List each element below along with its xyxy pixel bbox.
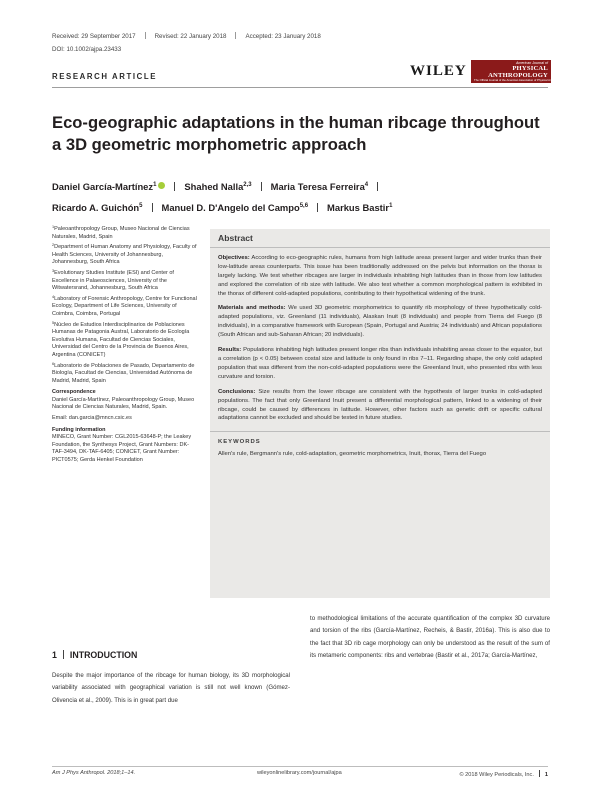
divider bbox=[63, 650, 64, 659]
doi[interactable]: DOI: 10.1002/ajpa.23433 bbox=[52, 46, 122, 53]
section-heading-introduction: 1 INTRODUCTION bbox=[52, 650, 138, 660]
footer-citation: Am J Phys Anthropol. 2018;1–14. bbox=[52, 770, 136, 776]
side-column bbox=[52, 226, 200, 468]
abstract-results: Results: Populations inhabiting high latitudes present longer ribs than individuals inhabiting areas closer to the equator, but a correlation (p < 0.05) between costal size and latitude is only found in ribs 7–11. Regarding shape, the only cold adapted population that was different from the non-cold-adapted populations were the Greenland Inuit, who presented ribs with less curvature and torsion. bbox=[218, 347, 542, 380]
abstract-methods: Materials and methods: We used 3D geometric morphometrics to quantify rib morphology of three hypothetically cold-adapted populations, viz. Greenland (11 individuals), Alaskan Inuit (8 individuals) and people from Tierra del Fuego (8 individuals), in a comparative framework with European (Spain, Portugal and Austria; 24 individuals) and African populations (South African and sub-Saharan African; 20 individuals). bbox=[218, 305, 542, 339]
footer-url[interactable]: wileyonlinelibrary.com/journal/ajpa bbox=[257, 770, 342, 776]
article-dates bbox=[52, 32, 552, 40]
abstract-box bbox=[210, 229, 550, 598]
affiliation: $^5$Núcleo de Estudios Interdisciplinarios de Poblaciones Humanas de Patagonia Austral, Laboratorio de Ecología Evolutiva Humana, Facultad de Ciencias Sociales, Universidad del Centro de la Provincia de Buenos Aires, Argentina (CONICET) bbox=[52, 320, 190, 358]
author[interactable]: Markus Bastir$^1$ bbox=[327, 202, 393, 213]
keywords-text: Allen's rule, Bergmann's rule, cold-adaptation, geometric morphometrics, Inuit, thorax, Tierra del Fuego bbox=[218, 451, 487, 458]
divider bbox=[261, 182, 262, 191]
journal-logo-line4: The Official Journal of the American Association of Physical Anthropologists bbox=[474, 78, 568, 82]
affiliation: $^4$Laboratory of Forensic Anthropology, Centre for Functional Ecology, Department of Life Sciences, University of Coimbra, Coimbra, Portugal bbox=[52, 294, 197, 317]
divider bbox=[235, 32, 236, 39]
affiliation: $^6$Laboratorio de Poblaciones de Pasado, Departamento de Biología, Facultad de Ciencias, Universidad Autónoma de Madrid, Madrid, Spain bbox=[52, 361, 195, 384]
accepted-date: Accepted: 23 January 2018 bbox=[245, 33, 321, 40]
funding-text: MINECO, Grant Number: CGL2015-63648-P; the Leakey Foundation, the Synthesys Project, Grant Numbers: DK-TAF-3494, DK-TAF-6405; CONICET, Grant Number: PICT0575; Gerda Henkel Foundation bbox=[52, 434, 192, 464]
header-rule bbox=[52, 87, 548, 88]
correspondence-text: Daniel García-Martínez, Paleoanthropology Group, Museo Nacional de Ciencias Naturales, Madrid, Spain. bbox=[52, 396, 195, 411]
journal-logo-line1: American Journal of bbox=[516, 61, 548, 65]
correspondence-heading: Correspondence bbox=[52, 389, 96, 396]
author[interactable]: Daniel García-Martínez$^1$ bbox=[52, 181, 165, 192]
page-number: 1 bbox=[544, 772, 548, 778]
footer-rule bbox=[52, 766, 548, 767]
journal-logo bbox=[471, 60, 568, 83]
author[interactable]: Shahed Nalla$^{2,3}$ bbox=[184, 181, 252, 192]
journal-logo-line3: ANTHROPOLOGY bbox=[488, 72, 548, 79]
journal-logo-line2: PHYSICAL bbox=[512, 65, 548, 72]
divider bbox=[145, 32, 146, 39]
divider bbox=[174, 182, 175, 191]
introduction-text-right: to methodological limitations of the accurate quantification of the complex 3D curvature and torsion of the ribs (García-Martínez, Recheis, & Bastir, 2016a). This is also due to the fact that 3D rib cage morphology can only be understood as the result of the sum of its metameric components: ribs and vertebrae (Bastir et al., 2017a; García-Martínez, bbox=[310, 615, 550, 660]
author[interactable]: Ricardo A. Guichón$^5$ bbox=[52, 202, 143, 213]
orcid-icon[interactable] bbox=[158, 182, 165, 189]
author[interactable]: Manuel D. D'Angelo del Campo$^{5,6}$ bbox=[161, 202, 309, 213]
divider bbox=[377, 182, 378, 191]
abstract-objectives: Objectives: According to eco-geographic rules, humans from high latitude areas present larger and wider trunks than their low-latitude areas counterparts. This issue has been traditionally addressed on the pelvis but information on the thorax is largely lacking. We test whether ribcages are larger in individuals inhabiting high latitudes than in those from low latitudes and explored the correlation of rib size with latitude. We also test whether a common morphological pattern is exhibited in the thorax of different cold-adapted populations, contributing to their hypothetical widening of the trunk. bbox=[218, 254, 543, 297]
article-title: Eco-geographic adaptations in the human ribcage throughout a 3D geometric morphometric approach bbox=[52, 113, 540, 154]
divider bbox=[317, 203, 318, 212]
affiliation: $^1$Paleoanthropology Group, Museo Nacional de Ciencias Naturales, Madrid, Spain bbox=[52, 225, 190, 240]
article-type: RESEARCH ARTICLE bbox=[52, 72, 158, 81]
funding-heading: Funding information bbox=[52, 426, 106, 433]
author-list bbox=[52, 176, 548, 218]
abstract-conclusions: Conclusions: Size results from the lower ribcage are consistent with the hypothesis of larger trunks in cold-adapted populations. The fact that only Greenland Inuit present a differential morphological pattern, linked to a widening of their ribcage, could be caused by differences in latitude. However, other factors such as genetic drift or specific cultural adaptations cannot be excluded and should be tested in future studies. bbox=[218, 388, 542, 422]
received-date: Received: 29 September 2017 bbox=[52, 33, 136, 40]
revised-date: Revised: 22 January 2018 bbox=[154, 33, 227, 40]
affiliation: $^3$Evolutionary Studies Institute (ESI) and Center of Excellence in Palaeosciences, University of the Witwatersrand, Johannesburg, South Africa bbox=[52, 268, 174, 292]
publisher-logo: WILEY bbox=[410, 63, 467, 79]
footer-copyright-page: © 2018 Wiley Periodicals, Inc. 1 bbox=[459, 772, 548, 778]
abstract-heading: Abstract bbox=[210, 234, 550, 248]
divider bbox=[152, 203, 153, 212]
author[interactable]: Maria Teresa Ferreira$^4$ bbox=[270, 181, 369, 192]
keywords-heading: KEYWORDS bbox=[210, 431, 550, 447]
introduction-text-left: Despite the major importance of the ribcage for human biology, its 3D morphological variability associated with geographical variation is still not well known (Gómez-Olivencia et al., 2009). This is in great part due bbox=[52, 672, 290, 704]
correspondence-email[interactable]: Email: dan.garcia@mncn.csic.es bbox=[52, 415, 132, 422]
affiliation: $^2$Department of Human Anatomy and Physiology, Faculty of Health Sciences, University of Johannesburg, Johannesburg, South Africa bbox=[52, 243, 197, 266]
